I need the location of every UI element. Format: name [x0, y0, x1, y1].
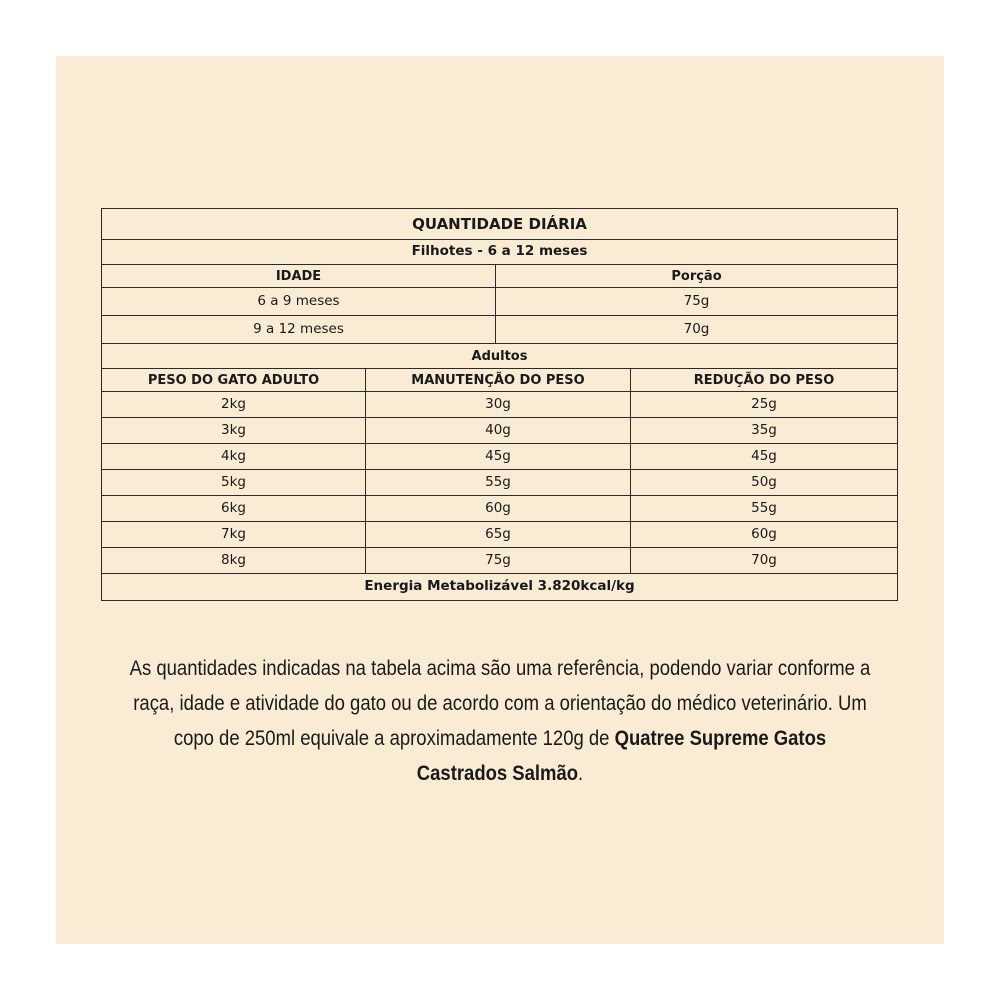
puppy-age-cell: 6 a 9 meses: [102, 288, 496, 316]
col-reduction-header: REDUÇÃO DO PESO: [631, 369, 898, 392]
maintenance-cell: 40g: [366, 418, 631, 444]
feeding-note: [127, 651, 873, 791]
reduction-cell: 25g: [631, 392, 898, 418]
col-weight-header: PESO DO GATO ADULTO: [102, 369, 366, 392]
reduction-cell: 55g: [631, 496, 898, 522]
feeding-table: [101, 208, 898, 601]
weight-cell: 3kg: [102, 418, 366, 444]
weight-cell: 8kg: [102, 548, 366, 574]
note-text: As quantidades indicadas na tabela acima são uma referência, podendo variar conforme a raça, idade e atividade do gato ou de acordo com a orientação do médico veterinário. Um copo de 250ml equivale a aproximadamente 120g de: [129, 657, 871, 750]
reduction-cell: 70g: [631, 548, 898, 574]
feeding-table-container: [101, 208, 897, 601]
table-row: [102, 418, 898, 444]
maintenance-cell: 65g: [366, 522, 631, 548]
adults-heading: Adultos: [102, 344, 898, 369]
maintenance-cell: 75g: [366, 548, 631, 574]
puppy-age-cell: 9 a 12 meses: [102, 316, 496, 344]
maintenance-cell: 30g: [366, 392, 631, 418]
table-title: QUANTIDADE DIÁRIA: [102, 209, 898, 240]
weight-cell: 7kg: [102, 522, 366, 548]
col-portion-header: Porção: [496, 265, 898, 288]
reduction-cell: 60g: [631, 522, 898, 548]
reduction-cell: 45g: [631, 444, 898, 470]
weight-cell: 5kg: [102, 470, 366, 496]
maintenance-cell: 45g: [366, 444, 631, 470]
col-age-header: IDADE: [102, 265, 496, 288]
reduction-cell: 50g: [631, 470, 898, 496]
weight-cell: 2kg: [102, 392, 366, 418]
weight-cell: 4kg: [102, 444, 366, 470]
maintenance-cell: 55g: [366, 470, 631, 496]
table-row: [102, 470, 898, 496]
note-end: .: [578, 762, 584, 785]
table-row: [102, 496, 898, 522]
table-row: [102, 548, 898, 574]
background-panel: [56, 56, 944, 944]
puppies-heading: Filhotes - 6 a 12 meses: [102, 240, 898, 265]
product-name: Quatree Supreme Gatos Castrados Salmão: [416, 727, 827, 785]
table-row: [102, 444, 898, 470]
table-row: [102, 522, 898, 548]
energy-footer: Energia Metabolizável 3.820kcal/kg: [102, 574, 898, 601]
puppy-portion-cell: 75g: [496, 288, 898, 316]
table-row: [102, 392, 898, 418]
maintenance-cell: 60g: [366, 496, 631, 522]
col-maintenance-header: MANUTENÇÃO DO PESO: [366, 369, 631, 392]
weight-cell: 6kg: [102, 496, 366, 522]
table-row: [102, 288, 898, 316]
table-row: [102, 316, 898, 344]
puppy-portion-cell: 70g: [496, 316, 898, 344]
reduction-cell: 35g: [631, 418, 898, 444]
